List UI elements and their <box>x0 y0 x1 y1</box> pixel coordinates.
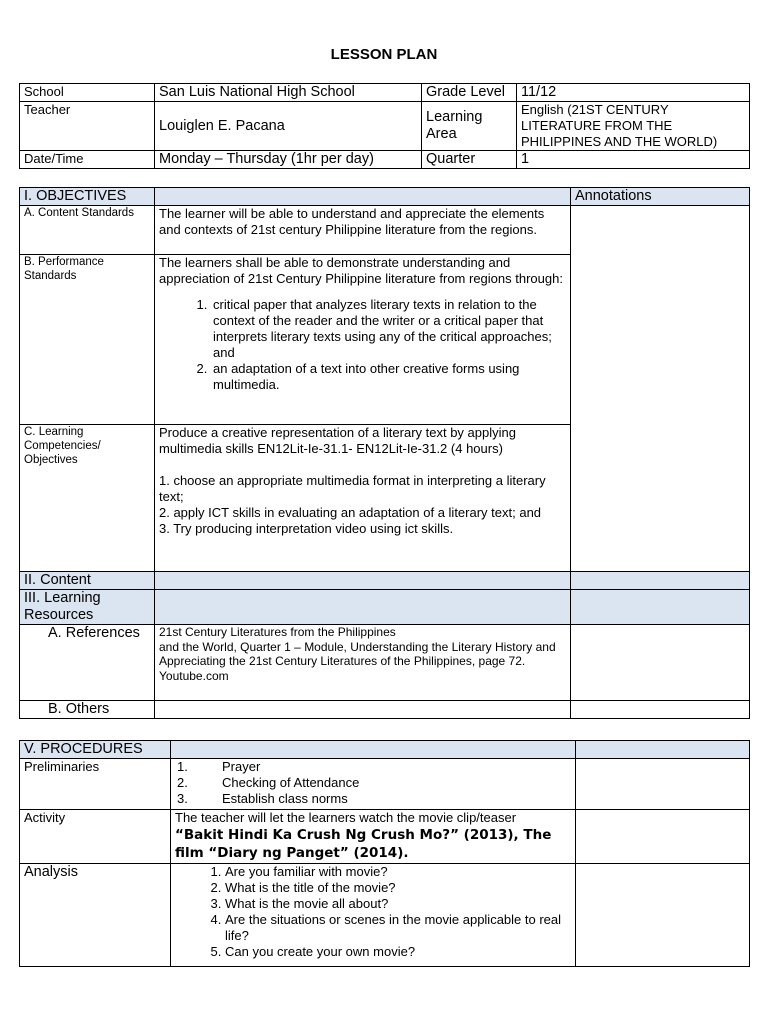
procedures-table <box>19 740 750 967</box>
procedures-heading: V. PROCEDURES <box>20 741 171 759</box>
activity-label: Activity <box>20 810 171 864</box>
content-label: II. Content <box>20 572 155 590</box>
learning-resources-label: III. Learning Resources <box>20 590 155 625</box>
analysis-cell <box>171 864 576 967</box>
preliminaries-item-text: Establish class norms <box>222 791 348 806</box>
objectives-table <box>19 187 750 719</box>
annotations-heading: Annotations <box>571 188 750 206</box>
preliminaries-label: Preliminaries <box>20 759 171 810</box>
analysis-question: 2. What is the title of the movie? <box>225 880 571 896</box>
competency-item: 3. Try producing interpretation video using ict skills. <box>159 521 454 536</box>
performance-standards-intro: The learners shall be able to demonstrate understanding and appreciation of 21st Century Philippine literature from regions through: <box>159 255 563 286</box>
datetime-value: Monday – Thursday (1hr per day) <box>155 151 422 169</box>
school-label: School <box>20 84 155 102</box>
lesson-info-table <box>19 83 750 169</box>
performance-standard-item: 1. critical paper that analyzes literary texts in relation to the context of the reader and the writer or a critical paper that interprets literary texts using any of the critical approaches; and <box>211 297 566 361</box>
preliminaries-item-number: 1. <box>177 759 188 774</box>
quarter-label: Quarter <box>422 151 517 169</box>
competency-item: 2. apply ICT skills in evaluating an adaptation of a literary text; and <box>159 505 542 520</box>
analysis-question: 1. Are you familiar with movie? <box>225 864 571 880</box>
preliminaries-item-number: 2. <box>177 775 188 790</box>
grade-level-value: 11/12 <box>517 84 750 102</box>
performance-standard-item: 2. an adaptation of a text into other creative forms using multimedia. <box>211 361 566 393</box>
reference-line: and the World, Quarter 1 – Module, Understanding the Literary History and Appreciating the 21st Century Literatures of the Philippines, page 72. <box>159 639 556 668</box>
analysis-question: 3. What is the movie all about? <box>225 896 571 912</box>
analysis-question: 4. Are the situations or scenes in the movie applicable to real life? <box>225 912 571 944</box>
competencies-intro: Produce a creative representation of a literary text by applying multimedia skills EN12Lit-Ie-31.1- EN12Lit-Ie-31.2 (4 hours) <box>159 425 516 456</box>
references-cell <box>155 625 571 701</box>
performance-standards-label: B. Performance Standards <box>20 255 155 425</box>
performance-standards-list <box>159 297 566 393</box>
references-annotation <box>571 625 750 701</box>
activity-text: The teacher will let the learners watch the movie clip/teaser <box>175 810 517 825</box>
preliminaries-item-text: Checking of Attendance <box>222 775 360 790</box>
preliminaries-item-text: Prayer <box>222 759 261 774</box>
learning-area-label: Learning Area <box>422 102 517 151</box>
competencies-label: C. Learning Competencies/ Objectives <box>20 425 155 572</box>
objectives-heading: I. OBJECTIVES <box>20 188 155 206</box>
page-title: LESSON PLAN <box>330 46 438 63</box>
content-standards-text: The learner will be able to understand and appreciate the elements and contexts of 21st century Philippine literature from the regions. <box>155 206 571 255</box>
competencies-list <box>159 473 566 537</box>
competency-item: 1. choose an appropriate multimedia format in interpreting a literary text; <box>159 473 546 504</box>
analysis-label: Analysis <box>20 864 171 967</box>
competencies-cell <box>155 425 571 572</box>
quarter-value: 1 <box>517 151 750 169</box>
preliminaries-item-number: 3. <box>177 791 188 806</box>
teacher-value: Louiglen E. Pacana <box>155 102 422 151</box>
analysis-question: 5. Can you create your own movie? <box>225 944 571 960</box>
reference-line: 21st Century Literatures from the Philippines <box>159 625 396 639</box>
preliminaries-item <box>177 791 571 807</box>
school-value: San Luis National High School <box>155 84 422 102</box>
references-label: A. References <box>20 625 155 701</box>
others-label: B. Others <box>20 701 155 719</box>
preliminaries-item <box>177 759 571 775</box>
performance-standards-cell <box>155 255 571 425</box>
activity-films: “Bakit Hindi Ka Crush Ng Crush Mo?” (2013), The film “Diary ng Panget” (2014). <box>175 827 552 861</box>
learning-area-value: English (21ST CENTURY LITERATURE FROM THE PHILIPPINES AND THE WORLD) <box>517 102 750 151</box>
preliminaries-item <box>177 775 571 791</box>
datetime-label: Date/Time <box>20 151 155 169</box>
grade-level-label: Grade Level <box>422 84 517 102</box>
activity-cell <box>171 810 576 864</box>
preliminaries-list <box>171 759 576 810</box>
reference-line: Youtube.com <box>159 668 229 683</box>
analysis-list <box>175 864 571 960</box>
content-standards-label: A. Content Standards <box>20 206 155 255</box>
annotations-cell <box>571 206 750 572</box>
teacher-label: Teacher <box>20 102 155 151</box>
